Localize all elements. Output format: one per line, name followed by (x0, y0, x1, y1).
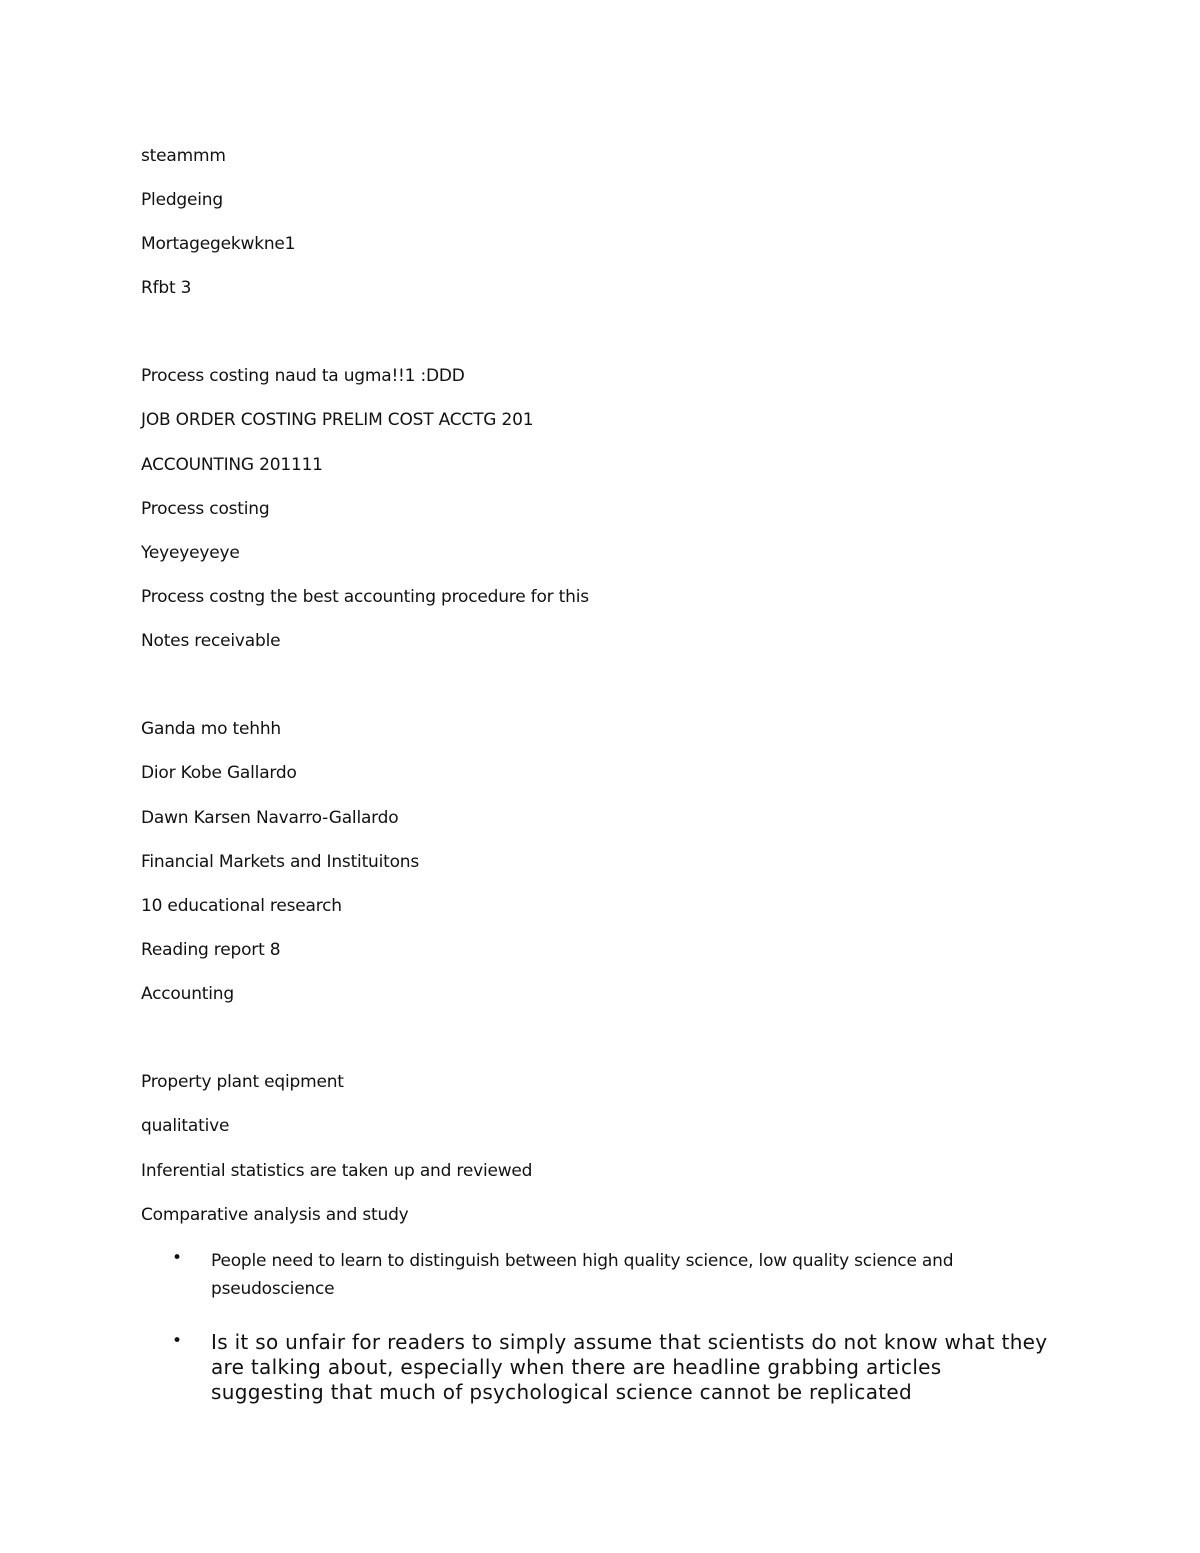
text-line: Pledgeing (141, 190, 223, 210)
text-line: qualitative (141, 1116, 230, 1136)
text-line: Dior Kobe Gallardo (141, 763, 297, 783)
text-line: Process costng the best accounting procedure for this (141, 587, 589, 607)
text-line: steammm (141, 146, 226, 166)
text-line: ACCOUNTING 201111 (141, 455, 323, 475)
text-line: Reading report 8 (141, 940, 281, 960)
text-line: Process costing (141, 499, 270, 519)
text-line: Inferential statistics are taken up and reviewed (141, 1161, 533, 1181)
text-line: Mortagegekwkne1 (141, 234, 296, 254)
text-line: Process costing naud ta ugma!!1 :DDD (141, 366, 465, 386)
text-line: Dawn Karsen Navarro-Gallardo (141, 808, 399, 828)
text-line: Comparative analysis and study (141, 1205, 409, 1225)
text-line: Ganda mo tehhh (141, 719, 281, 739)
bullet-text: Is it so unfair for readers to simply assume that scientists do not know what they are talking about, especially when there are headline grabbing articles suggesting that much of psychological science cannot be replicated (211, 1330, 1048, 1404)
text-line: 10 educational research (141, 896, 342, 916)
text-line: Rfbt 3 (141, 278, 192, 298)
bullet-symbol: • (172, 1248, 183, 1268)
text-line: Property plant eqipment (141, 1072, 344, 1092)
bullet-text: People need to learn to distinguish between high quality science, low quality science and pseudoscience (211, 1251, 954, 1299)
bullet-symbol: • (172, 1331, 183, 1351)
text-line: Notes receivable (141, 631, 281, 651)
text-line: Accounting (141, 984, 234, 1004)
text-line: Yeyeyeyeye (141, 543, 240, 563)
text-line: Financial Markets and Instituitons (141, 852, 420, 872)
text-line: JOB ORDER COSTING PRELIM COST ACCTG 201 (141, 410, 534, 430)
